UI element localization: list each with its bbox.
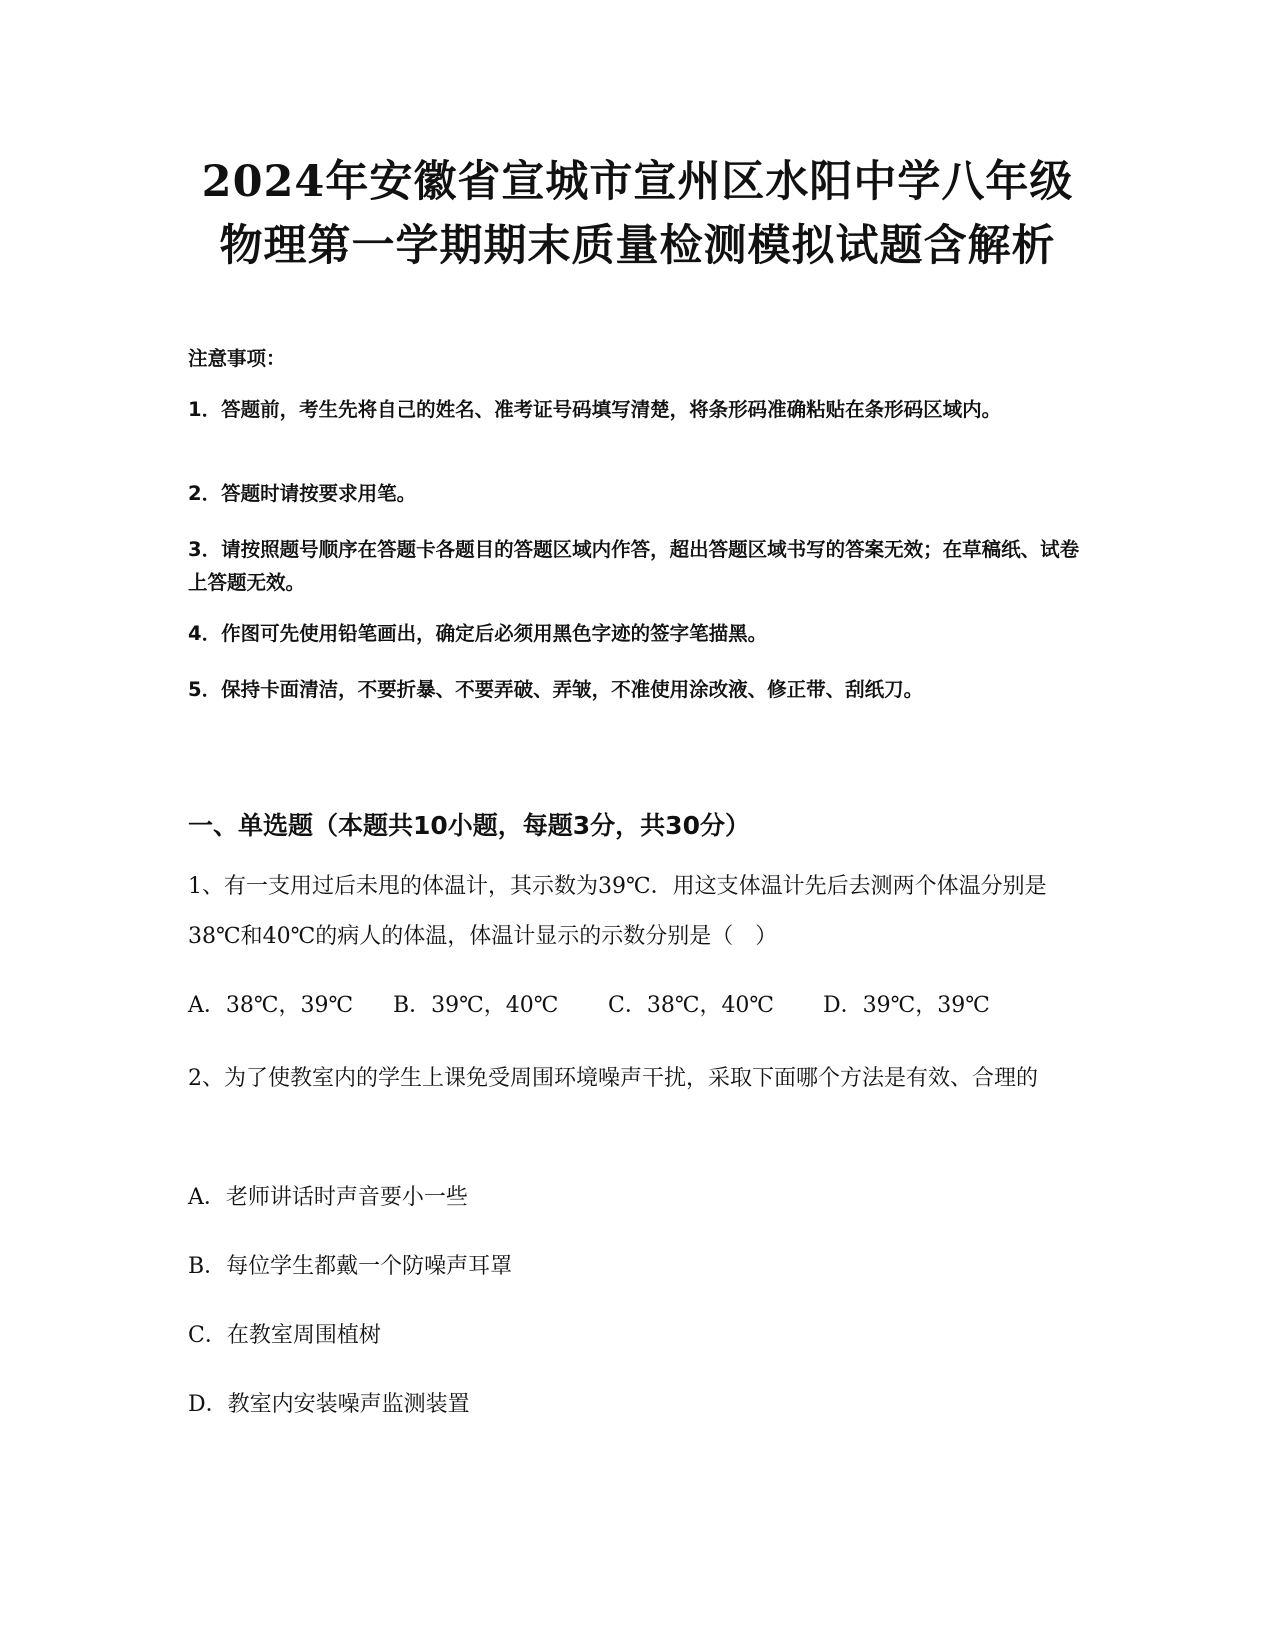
question-2-option-a: A．老师讲话时声音要小一些 (188, 1185, 468, 1210)
notice-item-3: 3．请按照题号顺序在答题卡各题目的答题区域内作答，超出答题区域书写的答案无效；在草稿纸、试卷上答题无效。 (188, 538, 1080, 594)
question-1-option-a: A．38℃，39℃ (188, 993, 354, 1018)
title-line-1: 2024年安徽省宣城市宣州区水阳中学八年级 (201, 157, 1074, 207)
question-2-option-b: B．每位学生都戴一个防噪声耳罩 (188, 1254, 513, 1279)
question-2-option-d: D．教室内安装噪声监测装置 (188, 1392, 470, 1417)
notice-item-5: 5．保持卡面清洁，不要折暴、不要弄破、弄皱，不准使用涂改液、修正带、刮纸刀。 (188, 678, 924, 701)
section-heading-single-choice: 一、单选题（本题共10小题，每题3分，共30分） (188, 811, 750, 840)
notice-item-2: 2．答题时请按要求用笔。 (188, 482, 417, 505)
question-1-stem: 1、有一支用过后未甩的体温计，其示数为39℃．用这支体温计先后去测两个体温分别是38℃和40℃的病人的体温，体温计显示的示数分别是（ ） (188, 874, 1047, 949)
notice-heading: 注意事项： (188, 347, 286, 370)
question-1-option-b: B．39℃，40℃ (393, 993, 559, 1018)
title-line-2: 物理第一学期期末质量检测模拟试题含解析 (219, 221, 1056, 271)
document-title (150, 150, 1125, 278)
notice-item-4: 4．作图可先使用铅笔画出，确定后必须用黑色字迹的签字笔描黑。 (188, 622, 768, 645)
question-1-options (188, 988, 1088, 1024)
notice-item-1: 1．答题前，考生先将自己的姓名、准考证号码填写清楚，将条形码准确粘贴在条形码区域内。 (188, 398, 1002, 421)
question-1-option-d: D．39℃，39℃ (823, 993, 990, 1018)
question-2-stem: 2、为了使教室内的学生上课免受周围环境噪声干扰，采取下面哪个方法是有效、合理的 (188, 1066, 1038, 1091)
question-1-option-c: C．38℃，40℃ (608, 993, 775, 1018)
question-2-option-c: C．在教室周围植树 (188, 1323, 381, 1348)
